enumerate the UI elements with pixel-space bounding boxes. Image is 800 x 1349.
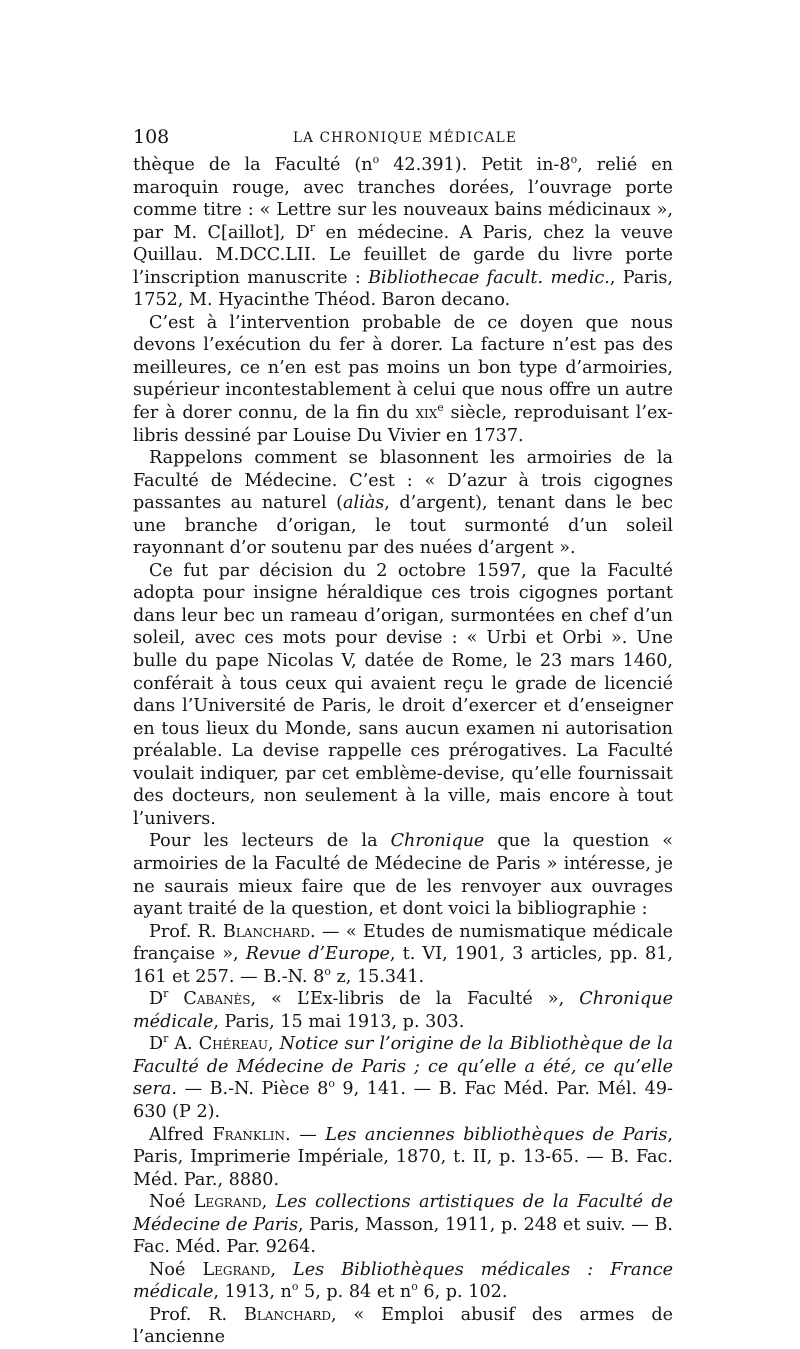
paragraph-p10 (133, 1191, 673, 1259)
text-run: 42.391). Petit in-8 (379, 155, 571, 175)
text-run: Pour les lecteurs de la (149, 831, 391, 852)
text-run: Ce fut par décision du 2 octobre 1597, que la Faculté adopta pour insigne héraldique ces trois cigognes portant dans leur bec un rameau d’origan, surmontées en chef d’un soleil, avec ces mots pour devise : « Urbi et Orbi ». Une bulle du pape Nicolas V, datée de Rome, le 23 mars 1460, conférait à tous ceux qui avaient reçu le grade de licencié dans l’Université de Paris, le droit d’exercer et d’enseigner en tous lieux du Monde, sans aucun examen ni autorisation préalable. La devise rappelle ces prérogatives. La Faculté voulait indiquer, par cet emblème-devise, qu’elle fournissait des docteurs, non seulement à la ville, mais encore à tout l’univers. (133, 560, 673, 829)
text-run: Alfred (149, 1124, 213, 1145)
text-run: que la question « armoiries de la Faculté de Médecine de Paris » intéresse, je ne saurais mieux faire que de les renvoyer aux ouvrages ayant traité de la question, et dont voici la bibliographie : (133, 831, 673, 920)
text-run: , (270, 1259, 294, 1280)
text-run: , Paris, 15 mai 1913, p. 303. (213, 1011, 465, 1032)
text-run: r (163, 987, 169, 1001)
text-run: siècle, reproduisant l’ex-libris dessiné par Louise Du Vivier en 1737. (133, 403, 673, 446)
text-run: Blanchard (222, 921, 310, 942)
text-run: Cabanès (183, 989, 251, 1010)
text-run: , Paris, Masson, 1911, p. 248 et suiv. — B. Fac. Méd. Par. 9264. (133, 1214, 673, 1258)
text-run: xix (415, 403, 438, 424)
text-run: D (149, 1034, 164, 1055)
text-run: , Paris, 1752, M. Hyacinthe Théod. Baron decano. (133, 267, 673, 311)
text-run: C’est à l’intervention probable de ce doyen que nous devons l’exécution du fer à dorer. La facture n’est pas des meilleures, ce n’en est pas moins un bon type d’armoiries, supérieur incontestablement à celui que nous offre un autre fer à dorer connu, de la fin du (133, 312, 673, 424)
text-run: Rappelons comment se blasonnent les armoiries de la Faculté de Médecine. C’est : « D’azur à trois cigognes passantes au naturel ( (133, 448, 673, 514)
text-run: Bibliothecae facult. medic. (368, 267, 610, 288)
text-run: , « Emploi abusif des armes de l’ancienne (133, 1304, 674, 1348)
text-run: , (267, 1034, 280, 1055)
paragraph-p7 (133, 988, 673, 1033)
text-run: e (437, 401, 444, 415)
paragraph-p4 (133, 560, 673, 831)
text-run: , « L’Ex-libris de la Faculté », (250, 989, 580, 1010)
text-run: , relié en maroquin rouge, avec tranches dorées, l’ouvrage porte comme titre : « Lettre sur les nouveaux bains médicinaux », par M. C[aillot], D (133, 155, 673, 243)
text-run: Legrand (193, 1192, 262, 1213)
text-run: Chronique médicale (133, 989, 673, 1032)
text-run: Noé (149, 1192, 194, 1213)
text-run: 9, 141. — B. Fac Méd. Par. Mél. 49-630 (P 2). (133, 1079, 673, 1122)
text-run: , d’argent), tenant dans le bec une branche d’origan, le tout surmonté d’un soleil rayonnant d’or soutenu par des nuées d’argent ». (133, 493, 673, 559)
text-run: o (570, 153, 578, 167)
body-text (133, 154, 673, 1349)
paragraph-p8 (133, 1033, 673, 1123)
text-run: o (411, 1280, 418, 1294)
text-run: Legrand (202, 1259, 271, 1280)
running-title: LA CHRONIQUE MÉDICALE (293, 130, 518, 146)
text-run: z, 15.341. (330, 966, 425, 987)
text-run: Les collections artistiques de la Faculté de Médecine de Paris (133, 1192, 673, 1235)
text-run: r (309, 220, 316, 234)
paragraph-p9 (133, 1124, 673, 1192)
text-run: D (149, 989, 164, 1010)
text-run: Prof. R. (149, 1304, 244, 1325)
text-run: r (163, 1032, 169, 1046)
paragraph-p2 (133, 312, 673, 447)
paragraph-p6 (133, 921, 673, 989)
text-run: Les anciennes bibliothèques de Paris (325, 1124, 668, 1145)
text-run: Revue d’Europe (245, 944, 390, 965)
text-run: Les Bibliothèques médicales : France médicale (133, 1259, 673, 1303)
text-run: o (291, 1280, 299, 1294)
page-header (133, 126, 673, 150)
text-run: Blanchard (243, 1304, 331, 1325)
text-run: Franklin (212, 1124, 286, 1145)
text-run: o (328, 1077, 335, 1091)
text-run: . — « Etudes de numismatique médicale française », (133, 921, 673, 965)
text-run: Chronique (390, 831, 485, 852)
paragraph-p1 (133, 154, 673, 312)
text-run: Noé (149, 1259, 203, 1280)
text-run: 5, p. 84 et n (298, 1282, 412, 1303)
text-run (168, 989, 183, 1009)
text-run: . — (285, 1124, 326, 1145)
text-run: o (324, 964, 331, 978)
text-run: , t. VI, 1901, 3 articles, pp. 81, 161 et 257. — B.-N. 8 (133, 944, 674, 987)
text-run: aliàs (342, 493, 385, 514)
text-run: Chéreau (198, 1034, 268, 1055)
text-run: en médecine. A Paris, chez la veuve Quillau. M.DCC.LII. Le feuillet de garde du livre porte l’inscription manuscrite : (133, 222, 673, 288)
text-run: Prof. R. (149, 921, 223, 942)
text-run: , 1913, n (213, 1282, 292, 1303)
paragraph-p3 (133, 447, 673, 560)
text-run: , (261, 1192, 276, 1213)
text-run: o (372, 153, 380, 167)
paragraph-p5 (133, 830, 673, 920)
paragraph-p11 (133, 1259, 673, 1304)
text-run: — B.-N. Pièce 8 (176, 1079, 329, 1100)
text-run: Notice sur l’origine de la Bibliothèque de la Faculté de Médecine de Paris ; ce qu’elle a été, ce qu’elle sera. (133, 1034, 674, 1100)
text-run: thèque de la Faculté (n (133, 155, 373, 175)
page-number: 108 (133, 126, 170, 148)
text-run: 6, p. 102. (417, 1282, 508, 1303)
paragraph-p12 (133, 1304, 673, 1349)
text-run: , Paris, Imprimerie Impériale, 1870, t. II, p. 13-65. — B. Fac. Méd. Par., 8880. (133, 1124, 674, 1190)
text-run: A. (168, 1034, 199, 1055)
